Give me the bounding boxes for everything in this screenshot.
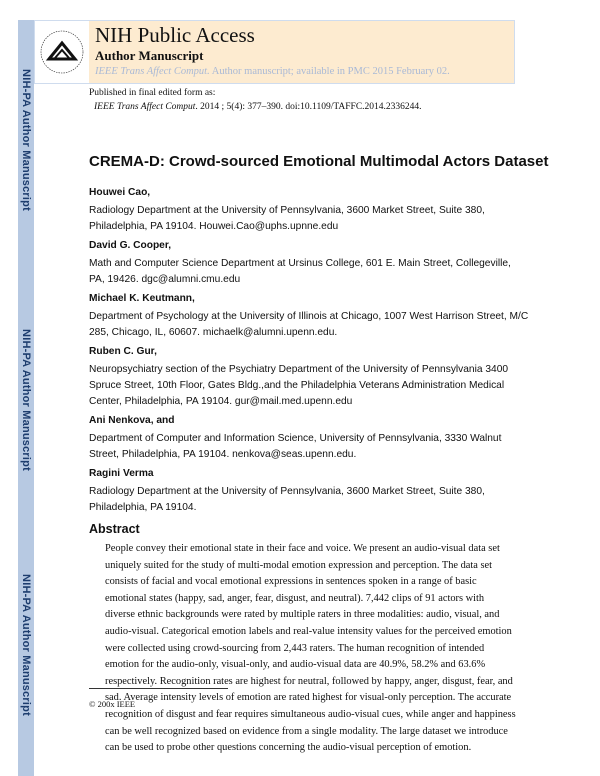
journal-link[interactable]: IEEE Trans Affect Comput.	[95, 66, 210, 77]
citation-journal: IEEE Trans Affect Comput	[94, 102, 196, 112]
nih-logo	[35, 21, 90, 83]
author-affiliation: Center, Philadelphia, PA 19104. gur@mail.med.upenn.edu	[89, 396, 353, 407]
abstract-line: uniquely suited for the study of multi-modal emotion expression and perception. The data set	[105, 559, 493, 571]
abstract-line: audio-visual. Categorical emotion labels and real-value intensity values for the perceived emotion	[105, 626, 512, 637]
footnote-rule	[89, 688, 228, 689]
author-affiliation: Department of Psychology at the University of Illinois at Chicago, 1007 West Harrison Street, M/C	[89, 311, 529, 322]
copyright: © 200x IEEE	[89, 699, 136, 709]
side-label: NIH-PA Author Manuscript	[20, 69, 32, 211]
author-affiliation: Radiology Department at the University of Pennsylvania, 3600 Market Street, Suite 380,	[89, 205, 485, 216]
abstract-heading: Abstract	[89, 522, 140, 536]
nih-seal-icon	[35, 21, 89, 83]
abstract-line: sad. Average intensity levels of emotion are rated highest for visual-only perception. The accurate	[105, 692, 512, 704]
author-affiliation: Math and Computer Science Department at Ursinus College, 601 E. Main Street, Collegeville,	[89, 258, 511, 269]
author-name: Houwei Cao,	[89, 187, 151, 198]
abstract-line: can be well recognized based on evidence from a single modality. The large dataset we introduce	[105, 725, 508, 737]
abstract-line: recognition of disgust and fear requires simultaneous audio-visual cues, while anger and happiness	[105, 709, 516, 720]
nih-header	[34, 20, 515, 84]
author-affiliation: Radiology Department at the University of Pennsylvania, 3600 Market Street, Suite 380,	[89, 486, 485, 497]
abstract-line: can be used to probe other questions concerning the audio-visual perception of emotion.	[105, 742, 472, 754]
author-name: David G. Cooper,	[89, 240, 172, 251]
abstract-line: People convey their emotional state in their face and voice. We present an audio-visual data set	[105, 543, 500, 554]
author-affiliation: 285, Chicago, IL, 60607. michaelk@alumni.upenn.edu.	[89, 327, 338, 338]
author-name: Ragini Verma	[89, 468, 154, 479]
author-affiliation: Philadelphia, PA 19104. Houwei.Cao@uphs.upnne.edu	[89, 221, 339, 232]
side-label: NIH-PA Author Manuscript	[20, 329, 32, 471]
nih-subtitle: Author Manuscript	[95, 48, 204, 63]
author-name: Ruben C. Gur,	[89, 346, 157, 357]
author-affiliation: Department of Computer and Information Science, University of Pennsylvania, 3330 Walnut	[89, 433, 502, 444]
abstract-line: consists of facial and vocal emotional expressions in sentences spoken in a range of basic	[105, 576, 477, 588]
abstract-line: were collected using crowd-sourcing from 2,443 raters. The human recognition of intended	[105, 642, 485, 654]
nih-title: NIH Public Access	[95, 23, 255, 47]
abstract-line: emotional states (happy, sad, anger, fear, disgust, and neutral). 7,442 clips of 91 actors with	[105, 592, 485, 604]
article-title: CREMA-D: Crowd-sourced Emotional Multimodal Actors Dataset	[89, 153, 549, 170]
availability	[95, 66, 450, 77]
author-affiliation: Philadelphia, PA 19104.	[89, 502, 197, 513]
author-affiliation: Neuropsychiatry section of the Psychiatry Department of the University of Pennsylvania 3400	[89, 364, 509, 375]
author-affiliation: Street, Philadelphia, PA 19104. nenkova@seas.upenn.edu.	[89, 449, 357, 460]
side-label: NIH-PA Author Manuscript	[20, 574, 32, 716]
author-name: Michael K. Keutmann,	[89, 293, 195, 304]
author-name: Ani Nenkova, and	[89, 415, 175, 426]
abstract-line: diverse ethnic backgrounds were rated by multiple raters in three modalities: audio, visual, and	[105, 609, 500, 621]
author-affiliation: Spruce Street, 10th Floor, Gates Bldg.,and the Philadelphia Veterans Administration Medical	[89, 380, 505, 391]
header-banner	[89, 21, 514, 83]
published-label: Published in final edited form as:	[89, 88, 216, 98]
abstract-line: emotion for the audio-only, visual-only, and audio-visual data are 40.9%, 58.2% and 63.6%	[105, 659, 486, 671]
abstract-line: respectively. Recognition rates are highest for neutral, followed by happy, anger, disgust, fear, and	[105, 675, 513, 687]
citation	[94, 102, 422, 112]
author-affiliation: PA, 19426. dgc@alumni.cmu.edu	[89, 274, 241, 285]
citation-text: . 2014 ; 5(4): 377–390. doi:10.1109/TAFFC.2014.2336244.	[195, 102, 422, 112]
availability-text: Author manuscript; available in PMC 2015 February 02.	[209, 66, 450, 77]
